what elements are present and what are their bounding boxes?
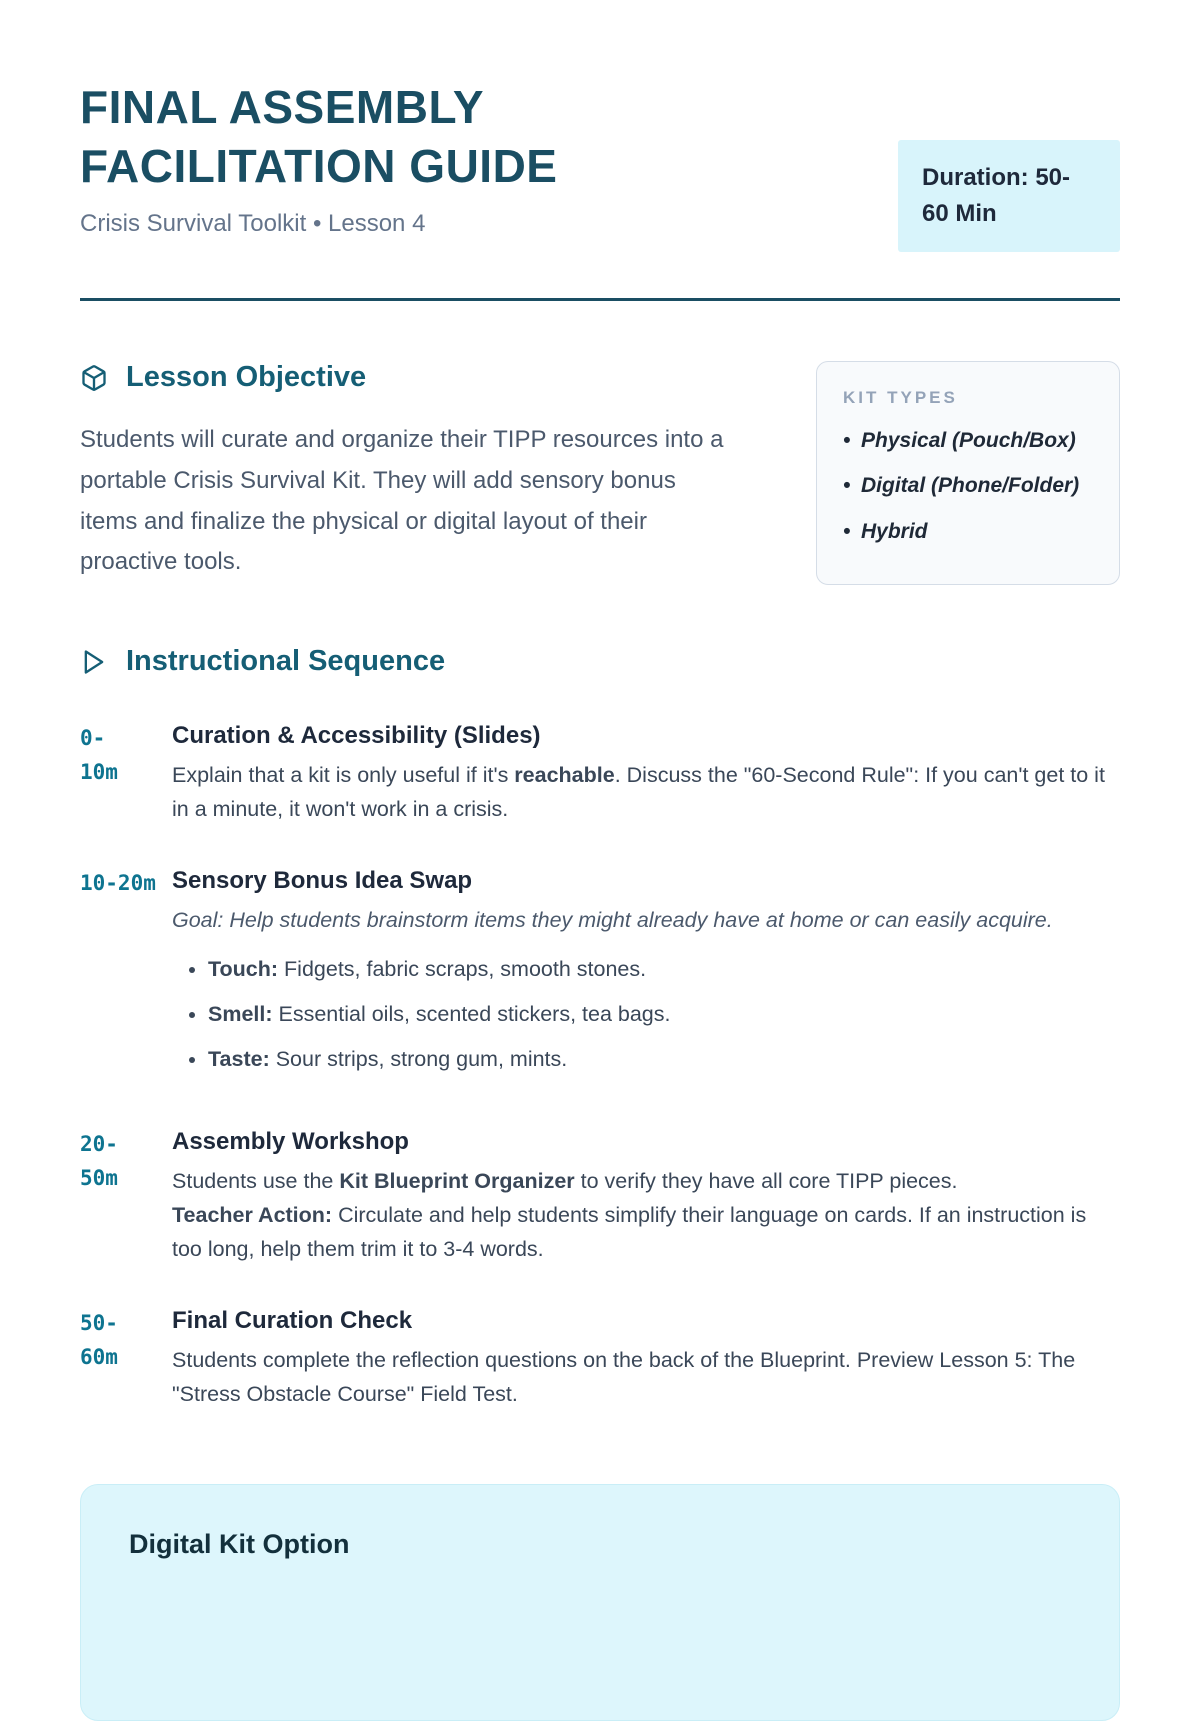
sensory-bullet-list bbox=[172, 953, 1120, 1077]
step-paragraph: Explain that a kit is only useful if it's reachable. Discuss the "60-Second Rule": If you can't get to it in a minute, it won't work in a crisis. bbox=[172, 763, 1105, 822]
step-time-line: 0- bbox=[80, 726, 106, 751]
objective-heading-row bbox=[80, 361, 735, 394]
step-time bbox=[80, 867, 172, 1088]
objective-content bbox=[80, 361, 735, 583]
step-paragraph: Students complete the reflection questions on the back of the Blueprint. Preview Lesson 5: The "Stress Obstacle Course" Field Test. bbox=[172, 1348, 1076, 1406]
step-time-line: 10m bbox=[80, 759, 118, 784]
header bbox=[80, 0, 1120, 252]
kit-types-card bbox=[816, 361, 1120, 585]
step-description bbox=[172, 904, 1120, 1077]
kit-type-item: • Physical (Pouch/Box) bbox=[843, 426, 1093, 456]
step-time-line: 10-20m bbox=[80, 871, 156, 896]
step-time-line: 20- bbox=[80, 1132, 118, 1157]
step-time-line: 50m bbox=[80, 1165, 118, 1190]
sequence-heading-row bbox=[80, 645, 1120, 678]
kit-type-item: • Digital (Phone/Folder) bbox=[843, 471, 1093, 501]
sequence-step bbox=[80, 722, 1120, 827]
play-icon bbox=[80, 648, 108, 676]
step-time-line: 60m bbox=[80, 1344, 118, 1369]
kit-type-item: • Hybrid bbox=[843, 517, 1093, 547]
step-time bbox=[80, 1307, 172, 1412]
objective-heading: Lesson Objective bbox=[126, 361, 367, 393]
step-description bbox=[172, 759, 1120, 827]
digital-kit-heading: Digital Kit Option bbox=[129, 1528, 350, 1559]
step-title: Curation & Accessibility (Slides) bbox=[172, 722, 541, 750]
step-time-line: 50- bbox=[80, 1311, 118, 1336]
sensory-bullet: • Taste: Sour strips, strong gum, mints. bbox=[208, 1043, 1120, 1077]
sequence-step bbox=[80, 1307, 1120, 1412]
sequence-section bbox=[80, 645, 1120, 1412]
step-time bbox=[80, 722, 172, 827]
step-description bbox=[172, 1344, 1120, 1412]
page-title-line-1: FINAL ASSEMBLY bbox=[80, 81, 485, 133]
sensory-bullet: • Smell: Essential oils, scented stickers, tea bags. bbox=[208, 998, 1120, 1032]
step-content bbox=[172, 722, 1120, 827]
sequence-step bbox=[80, 1128, 1120, 1267]
page-title bbox=[80, 78, 558, 196]
sensory-bullet: • Touch: Fidgets, fabric scraps, smooth stones. bbox=[208, 953, 1120, 987]
step-time bbox=[80, 1128, 172, 1267]
step-paragraph: Students use the Kit Blueprint Organizer to verify they have all core TIPP pieces. bbox=[172, 1169, 958, 1194]
kit-types-label: KIT TYPES bbox=[843, 388, 958, 407]
kit-types-list bbox=[843, 426, 1093, 547]
sequence-step bbox=[80, 867, 1120, 1088]
page-title-line-2: FACILITATION GUIDE bbox=[80, 139, 558, 192]
step-title: Final Curation Check bbox=[172, 1307, 413, 1335]
page-subtitle: Crisis Survival Toolkit • Lesson 4 bbox=[80, 209, 426, 237]
box-icon bbox=[80, 364, 108, 392]
step-description bbox=[172, 1165, 1120, 1267]
header-divider bbox=[80, 298, 1120, 301]
step-goal: Goal: Help students brainstorm items they might already have at home or can easily acquire. bbox=[172, 908, 1053, 933]
step-content bbox=[172, 1128, 1120, 1267]
digital-kit-panel bbox=[80, 1484, 1120, 1721]
step-content bbox=[172, 867, 1120, 1088]
duration-badge: Duration: 50-60 Min bbox=[898, 140, 1120, 252]
step-paragraph: Teacher Action: Circulate and help students simplify their language on cards. If an instruction is too long, help them trim it to 3-4 words. bbox=[172, 1203, 1087, 1262]
step-title: Assembly Workshop bbox=[172, 1128, 409, 1156]
objective-section bbox=[80, 361, 1120, 585]
step-title: Sensory Bonus Idea Swap bbox=[172, 867, 473, 895]
step-content bbox=[172, 1307, 1120, 1412]
sequence-heading: Instructional Sequence bbox=[126, 645, 446, 678]
header-text bbox=[80, 78, 558, 238]
objective-body: Students will curate and organize their TIPP resources into a portable Crisis Survival Kit. They will add sensory bonus items and finalize the physical or digital layout of their proactive tools. bbox=[80, 426, 724, 576]
sequence-steps bbox=[80, 722, 1120, 1412]
